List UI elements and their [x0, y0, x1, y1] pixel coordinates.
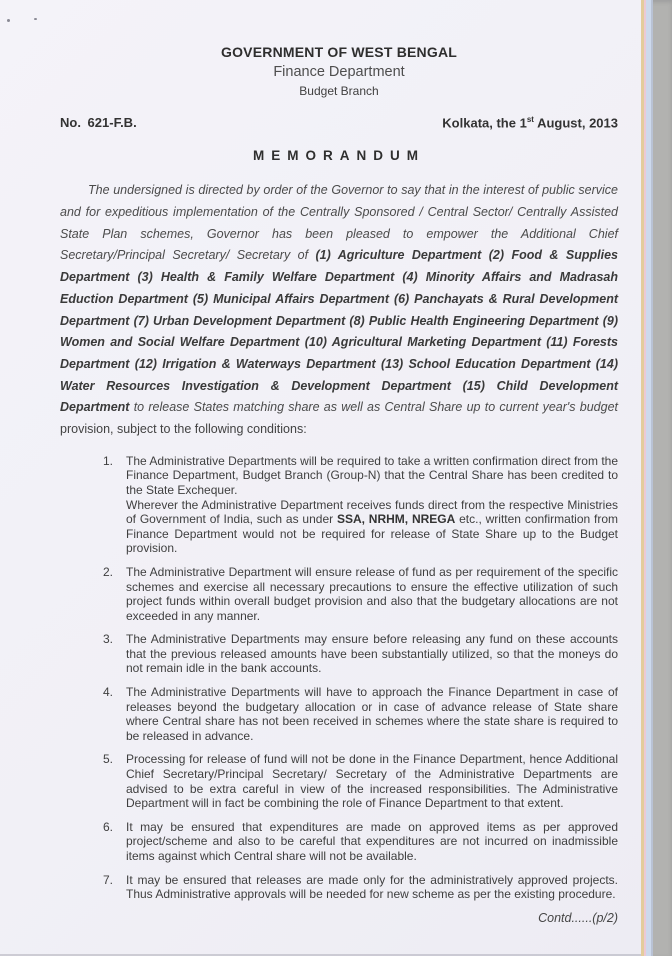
condition-item	[103, 685, 618, 743]
date-suffix: August, 2013	[533, 115, 618, 131]
condition-paragraph	[126, 498, 618, 556]
condition-number: 4.	[103, 685, 114, 700]
condition-text	[126, 632, 618, 676]
condition-item	[103, 632, 618, 676]
condition-paragraph: Processing for release of fund will not be done in the Finance Department, hence Additional Chief Secretary/Principal Secretary/ Secretary of the Administrative Departments are advised to be extra careful in view of the increased responsibilities. The Administrative Department will in fact be combining the role of Finance Department to that extent.	[126, 752, 618, 811]
scheme-acronyms-bold: SSA, NRHM, NREGA	[336, 512, 456, 527]
department-subtitle: Finance Department	[273, 64, 405, 80]
condition-text-segment: Wherever the Administrative Department receives funds direct from the respective Ministries of Government of India, such as under	[126, 497, 618, 527]
condition-number: 6.	[103, 819, 114, 834]
continuation-note: Contd......(p/2)	[538, 910, 618, 925]
memo-number: No. 621-F.B.	[60, 115, 137, 131]
intro-conditions-lead-in: provision, subject to the following conditions:	[60, 422, 307, 437]
reference-row	[60, 115, 618, 130]
condition-paragraph: It may be ensured that expenditures are made on approved items as per approved project/scheme and also to be careful that expenditures are not incurred on inadmissible items against which Central share will not be available.	[126, 819, 618, 864]
intro-departments-list: (1) Agriculture Department (2) Food & Supplies Department (3) Health & Family Welfare Department (4) Minority Affairs and Madrasah Eduction Department (5) Municipal Affairs Department (6) Panchayats & Rural Development Department (7) Urban Development Department (8) Public Health Engineering Department (9) Women and Social Welfare Department (10) Agricultural Marketing Department (11) Forests Department (12) Irrigation & Waterways Department (13) School Education Department (14) Water Resources Investigation & Development Department (15) Child Development Department	[60, 248, 618, 415]
condition-item	[103, 820, 618, 864]
condition-paragraph: It may be ensured that releases are made only for the administratively approved projects. Thus Administrative approvals will be needed for new scheme as per the existing procedure.	[126, 872, 618, 902]
condition-paragraph: The Administrative Departments may ensure before releasing any fund on these accounts that the previous released amounts have been substantially utilized, so that the moneys do not remain idle in the bank accounts.	[126, 632, 618, 676]
condition-number: 1.	[103, 453, 114, 468]
condition-paragraph: The Administrative Department will ensure release of fund as per requirement of the specific schemes and exercise all necessary precautions to ensure the effective utilization of such project funds within overall budget provision and also that the budgetary allocations are not exceeded in any manner.	[126, 564, 618, 623]
condition-text	[126, 565, 618, 623]
place-and-date	[442, 115, 618, 130]
memorandum-heading: MEMORANDUM	[253, 148, 425, 164]
branch-subtitle: Budget Branch	[299, 84, 379, 98]
condition-text	[126, 454, 618, 556]
condition-number: 5.	[103, 752, 114, 767]
condition-number: 3.	[103, 632, 114, 647]
condition-item	[103, 873, 618, 902]
condition-item	[103, 454, 618, 556]
org-title: GOVERNMENT OF WEST BENGAL	[221, 44, 457, 60]
intro-lead: The undersigned is directed by order of the Governor to say that in the interest of public service and for expeditious implementation of the Centrally Sponsored / Central Sector/ Centrally Assisted State Plan schemes, Governor has been pleased to empower the Additional Chief Secretary/Principal Secretary/ Secretary of	[60, 183, 618, 263]
condition-item	[103, 565, 618, 623]
date-prefix: Kolkata, the 1	[442, 115, 527, 131]
page-edge-strip	[641, 0, 653, 956]
condition-text-segment: etc., written confirmation from Finance Department would not be required for release of State Share up to the Budget provision.	[126, 512, 619, 556]
condition-paragraph: The Administrative Departments will be required to take a written confirmation direct from the Finance Department, Budget Branch (Group-N) that the Central Share has been credited to the State Exchequer.	[126, 453, 618, 497]
condition-text	[126, 685, 618, 743]
condition-text	[126, 873, 618, 902]
intro-tail: to release States matching share as well as Central Share up to current year's budget	[129, 400, 618, 415]
condition-number: 7.	[103, 872, 114, 887]
condition-paragraph: The Administrative Departments will have to approach the Finance Department in case of releases beyond the budgetary allocation or in case of advance release of State share where Central share has not been received in schemes where the state share is required to be released in advance.	[126, 685, 618, 743]
condition-item	[103, 752, 618, 810]
condition-text	[126, 752, 618, 810]
condition-text	[126, 820, 618, 864]
condition-number: 2.	[103, 564, 114, 579]
conditions-list	[103, 454, 618, 902]
date-ordinal-superscript: st	[526, 115, 534, 124]
intro-paragraph	[60, 180, 618, 440]
